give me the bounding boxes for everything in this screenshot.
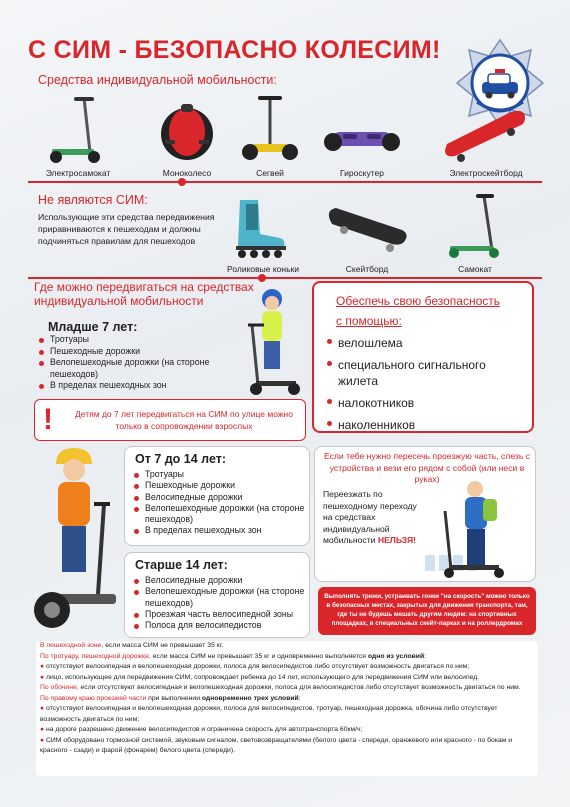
- crossing-title: Если тебе нужно пересечь проезжую часть, слезь с устройства и вези его рядом с собой (или неси в руках): [323, 451, 531, 484]
- tricks-note: Выполнять трюки, устраивать гонки "на скорость" можно только в безопасных местах, закрытых для движения транспорта, там, где ты не будешь мешать другим людям: на спортивных площадках, в специальных скейт-парках и на роллердромах: [318, 587, 536, 635]
- electric-skateboard-icon: [441, 104, 531, 164]
- safety-list: [326, 335, 526, 433]
- list-item: В пределах пешеходных зон: [133, 525, 307, 536]
- list-item: специального сигнального жилета: [326, 357, 526, 389]
- list-item: Полоса для велосипедистов: [133, 620, 307, 631]
- list-item: Пешеходные дорожки: [38, 346, 238, 358]
- over14-title: Старше 14 лет:: [135, 558, 228, 572]
- list-item: ● лицо, использующее для передвижения СИМ, сопровождает ребенка до 14 лет, использующего для передвижения СИМ или велосипед.: [40, 673, 480, 681]
- monowheel-icon: [157, 94, 217, 164]
- roller-skates-icon: [228, 194, 298, 260]
- list-item: Велопешеходные дорожки (на стороне пешеходов): [133, 503, 307, 526]
- age7to14-panel: [124, 446, 310, 546]
- not-sim-item-kick-scooter: [430, 188, 520, 274]
- where-title: Где можно передвигаться на средствах индивидуальной мобильности: [34, 280, 254, 308]
- sim-item-label: Электроскейтборд: [449, 168, 523, 178]
- not-sim-text: Использующие эти средства передвижения приравниваются к пешеходам и должны подчиняться правилам для пешеходов: [38, 212, 215, 246]
- electric-scooter-icon: [42, 94, 114, 164]
- rule-roadside: По обочине, если отсутствуют велосипедная и велопешеходная дорожки, полоса для велосипедистов либо отсутствует возможность двигаться по ним.: [40, 684, 521, 691]
- sim-item-monowheel: [145, 92, 229, 178]
- list-item: Тротуары: [133, 469, 307, 480]
- list-item: В пределах пешеходных зон: [38, 380, 238, 392]
- sim-item-label: Электросамокат: [45, 168, 111, 178]
- sim-item-label: Моноколесо: [162, 168, 212, 178]
- child-on-segway-illustration: [34, 444, 124, 634]
- sim-item-hoverboard: [320, 92, 404, 178]
- not-sim-item-label: Роликовые коньки: [227, 264, 299, 274]
- not-sim-item-label: Самокат: [458, 264, 492, 274]
- section-divider: [28, 277, 542, 279]
- over14-list: [133, 575, 307, 631]
- crossing-panel: [314, 446, 536, 582]
- rules-panel: [36, 641, 538, 776]
- person-carrying-scooter-icon: [425, 477, 525, 581]
- not-sim-title: Не являются СИМ:: [38, 193, 148, 207]
- sim-item-label: Сегвей: [256, 168, 284, 178]
- alert-box: [34, 399, 306, 441]
- list-item: Проезжая часть велосипедной зоны: [133, 609, 307, 620]
- not-sim-item-skateboard: [322, 188, 412, 274]
- list-item: велошлема: [326, 335, 526, 351]
- list-item: ● отсутствуют велосипедная и велопешеходная дорожки, полоса для велосипедистов либо отсутствует возможность двигаться по ним;: [40, 663, 470, 670]
- safety-panel: [312, 281, 534, 433]
- rule-sidewalk: По тротуару, пешеходной дорожке, если масса СИМ не превышает 35 кг и одновременно выполняется одно из условий:: [40, 652, 427, 660]
- list-item: Велопешеходные дорожки (на стороне пешеходов): [133, 586, 307, 609]
- list-item: наколенников: [326, 417, 526, 433]
- list-item: Пешеходные дорожки: [133, 480, 307, 491]
- sim-item-label: Гироскутер: [340, 168, 384, 178]
- sim-subtitle: Средства индивидуальной мобильности:: [38, 73, 277, 87]
- list-item: ● СИМ оборудовано тормозной системой, звуковым сигналом, световозвращателями (белого цвета - спереди, оранжевого или красного - по бокам и красного - сзади) и фарой (фонарем) белого цвета (спереди).: [40, 736, 513, 754]
- section-divider: [28, 181, 542, 183]
- hoverboard-icon: [323, 114, 401, 164]
- sim-item-electric-skateboard: [436, 92, 536, 178]
- page-title: С СИМ - БЕЗОПАСНО КОЛЕСИМ!: [28, 36, 441, 64]
- exclamation-icon: !: [43, 403, 53, 436]
- rule-zone: В пешеходной зоне, если масса СИМ не превышает 35 кг.: [40, 642, 224, 649]
- age7to14-title: От 7 до 14 лет:: [135, 452, 227, 466]
- safety-title: Обеспечь свою безопасность с помощью:: [336, 294, 501, 328]
- crossing-text: Переезжать по пешеходному переходу на средствах индивидуальной мобильности НЕЛЬЗЯ!: [323, 489, 417, 545]
- list-item: Тротуары: [38, 334, 238, 346]
- list-item: налокотников: [326, 395, 526, 411]
- sim-item-segway: [228, 92, 312, 178]
- list-item: ● на дороге разрешено движение велосипедистов и ограничена скорость для автотранспорта 60км/ч;: [40, 726, 363, 733]
- over14-panel: [124, 552, 310, 638]
- age7to14-list: [133, 469, 307, 537]
- not-sim-item-roller-skates: [218, 188, 308, 274]
- under7-list: [38, 334, 238, 392]
- list-item: Велосипедные дорожки: [133, 492, 307, 503]
- skateboard-icon: [322, 200, 412, 260]
- alert-text: Детям до 7 лет передвигаться на СИМ по улице можно только в сопровождении взрослых: [75, 409, 293, 431]
- under7-title: Младше 7 лет:: [48, 320, 138, 334]
- segway-icon: [240, 92, 300, 164]
- child-segway-icon: [34, 444, 124, 634]
- sim-item-electric-scooter: [36, 92, 120, 178]
- list-item: ● отсутствуют велосипедная и велопешеходная дорожки, полоса для велосипедистов, тротуар, пешеходная дорожка, обочина либо отсутствует возможность двигаться по ним;: [40, 705, 498, 723]
- kick-scooter-icon: [440, 190, 510, 260]
- list-item: Велосипедные дорожки: [133, 575, 307, 586]
- not-sim-item-label: Скейтборд: [345, 264, 389, 274]
- list-item: Велопешеходные дорожки (на стороне пешеходов): [38, 357, 238, 380]
- child-scooter-icon: [232, 285, 302, 397]
- child-on-scooter-illustration: [232, 285, 302, 397]
- rule-road: По правому краю проезжей части при выполнении одновременно трех условий:: [40, 694, 301, 702]
